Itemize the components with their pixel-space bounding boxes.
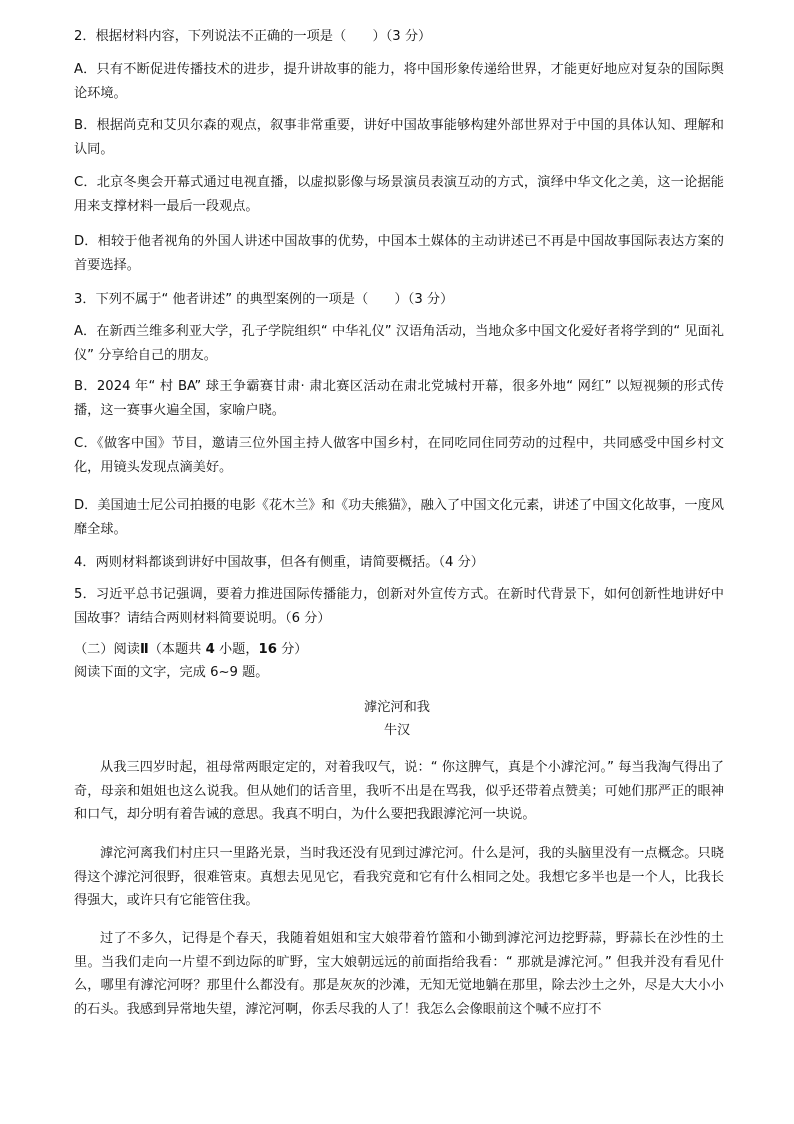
section-score: 16 — [258, 642, 277, 657]
section-instruction: 阅读下面的文字，完成 6~9 题。 — [74, 665, 269, 680]
section-heading — [74, 638, 724, 662]
question-2-option-a: A．只有不断促进传播技术的进步，提升讲故事的能力，将中国形象传递给世界，才能更好地应对复杂的国际舆论环境。 — [74, 62, 724, 101]
question-2-option-d: D．相较于他者视角的外国人讲述中国故事的优势，中国本土媒体的主动讲述已不再是中国故事国际表达方案的首要选择。 — [74, 234, 724, 273]
question-3-option-a: A．在新西兰维多利亚大学，孔子学院组织“ 中华礼仪” 汉语角活动，当地众多中国文化爱好者将学到的“ 见面礼仪” 分享给自己的朋友。 — [74, 324, 724, 363]
article-paragraph-3: 过了不多久，记得是个春天，我随着姐姐和宝大娘带着竹篮和小锄到滹沱河边挖野蒜，野蒜长在沙性的土里。当我们走向一片望不到边际的旷野，宝大娘朝远远的前面指给我看：“ 那就是滹沱河。” 但我并没有看见什么，哪里有滹沱河呀？那里什么都没有。那是灰灰的沙滩，无知无觉地躺在那里，除去沙土之外，尽是大大小小的石头。我感到异常地失望，滹沱河啊，你丢尽我的人了！我怎么会像眼前这个喊不应打不 — [74, 931, 724, 1017]
question-3-option-d: D．美国迪士尼公司拍摄的电影《花木兰》和《功夫熊猫》，融入了中国文化元素，讲述了中国文化故事，一度风靡全球。 — [74, 498, 724, 537]
section-suffix-b: 小题， — [214, 642, 259, 657]
section-suffix-a: （本题共 — [148, 642, 206, 657]
article-title: 滹沱河和我 — [364, 700, 430, 715]
section-prefix: （二）阅读 — [74, 642, 140, 657]
section-question-count: 4 — [205, 642, 215, 657]
article-paragraph-1: 从我三四岁时起，祖母常两眼定定的，对着我叹气，说：“ 你这脾气，真是个小滹沱河。” 每当我淘气得出了奇，母亲和姐姐也这么说我。但从她们的话音里，我听不出是在骂我，似乎还带着点赞美；可她们那严正的眼神和口气，却分明有着告诫的意思。我真不明白，为什么要把我跟滹沱河一块说。 — [74, 760, 724, 822]
section-numeral: Ⅱ — [139, 642, 149, 657]
question-2-option-b: B．根据尚克和艾贝尔森的观点，叙事非常重要，讲好中国故事能够构建外部世界对于中国的具体认知、理解和认同。 — [74, 118, 724, 157]
article-paragraph-2: 滹沱河离我们村庄只一里路光景，当时我还没有见到过滹沱河。什么是河，我的头脑里没有一点概念。只晓得这个滹沱河很野，很难管束。真想去见见它，看我究竟和它有什么相同之处。我想它多半也是一个人，比我长得强大，或许只有它能管住我。 — [74, 846, 724, 908]
article-author: 牛汉 — [383, 723, 411, 738]
section-suffix-c: 分） — [276, 642, 308, 657]
question-3-stem: 3．下列不属于“ 他者讲述” 的典型案例的一项是（ ）（3 分） — [74, 292, 454, 307]
question-5: 5．习近平总书记强调，要着力推进国际传播能力，创新对外宣传方式。在新时代背景下，如何创新性地讲好中国故事？请结合两则材料简要说明。（6 分） — [74, 587, 724, 626]
question-3-option-c: C．《做客中国》节目，邀请三位外国主持人做客中国乡村，在同吃同住同劳动的过程中，共同感受中国乡村文化，用镜头发现点滴美好。 — [74, 436, 724, 475]
question-2-option-c: C．北京冬奥会开幕式通过电视直播，以虚拟影像与场景演员表演互动的方式，演绎中华文化之美，这一论据能用来支撑材料一最后一段观点。 — [74, 175, 724, 214]
question-2-stem: 2．根据材料内容，下列说法不正确的一项是（ ）（3 分） — [74, 29, 432, 44]
question-4: 4．两则材料都谈到讲好中国故事，但各有侧重，请简要概括。（4 分） — [74, 555, 484, 570]
question-3-option-b: B．2024 年“ 村 BA” 球王争霸赛甘肃· 肃北赛区活动在肃北党城村开幕，很多外地“ 网红” 以短视频的形式传播，这一赛事火遍全国，家喻户晓。 — [74, 379, 724, 418]
